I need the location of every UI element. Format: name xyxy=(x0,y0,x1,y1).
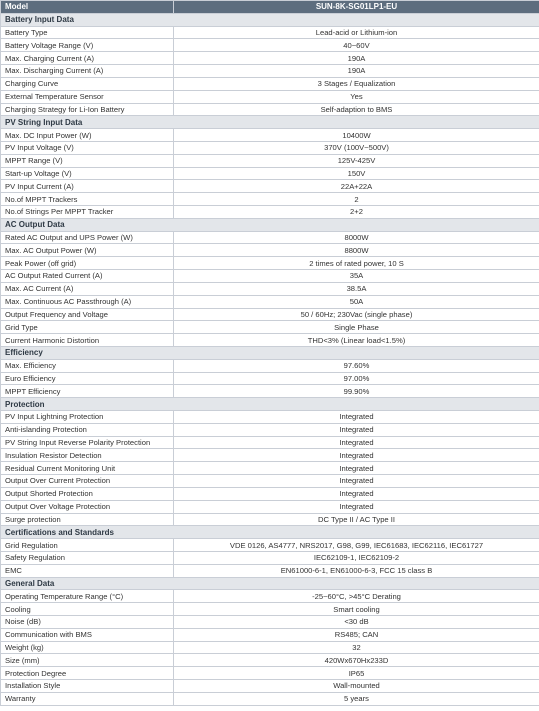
table-row xyxy=(1,692,539,705)
table-row xyxy=(1,321,539,334)
table-row xyxy=(1,141,539,154)
spec-label: Residual Current Monitoring Unit xyxy=(1,462,174,475)
table-row xyxy=(1,500,539,513)
table-row xyxy=(1,449,539,462)
spec-label: Insulation Resistor Detection xyxy=(1,449,174,462)
spec-value: 32 xyxy=(174,641,539,654)
spec-label: Weight (kg) xyxy=(1,641,174,654)
spec-value: 97.00% xyxy=(174,372,539,385)
table-row xyxy=(1,628,539,641)
table-row xyxy=(1,231,539,244)
table-row xyxy=(1,206,539,219)
section-title: AC Output Data xyxy=(1,218,539,231)
spec-value: Integrated xyxy=(174,462,539,475)
section-header xyxy=(1,346,539,359)
table-row xyxy=(1,654,539,667)
section-header xyxy=(1,398,539,411)
spec-value: Smart cooling xyxy=(174,603,539,616)
spec-value: -25~60°C, >45°C Derating xyxy=(174,590,539,603)
spec-label: Peak Power (off grid) xyxy=(1,257,174,270)
table-row xyxy=(1,65,539,78)
spec-label: PV Input Voltage (V) xyxy=(1,141,174,154)
spec-value: 2 times of rated power, 10 S xyxy=(174,257,539,270)
spec-value: 22A+22A xyxy=(174,180,539,193)
section-title: Certifications and Standards xyxy=(1,526,539,539)
spec-label: EMC xyxy=(1,564,174,577)
spec-label: Max. Continuous AC Passthrough (A) xyxy=(1,295,174,308)
table-row xyxy=(1,603,539,616)
section-header xyxy=(1,13,539,26)
spec-label: Max. Efficiency xyxy=(1,359,174,372)
table-row xyxy=(1,667,539,680)
table-row xyxy=(1,334,539,347)
spec-value: 5 years xyxy=(174,692,539,705)
table-row xyxy=(1,295,539,308)
table-row xyxy=(1,270,539,283)
spec-label: Noise (dB) xyxy=(1,616,174,629)
spec-label: Output Over Current Protection xyxy=(1,475,174,488)
spec-value: RS485; CAN xyxy=(174,628,539,641)
spec-label: Max. Discharging Current (A) xyxy=(1,65,174,78)
spec-value: 97.60% xyxy=(174,359,539,372)
table-row xyxy=(1,308,539,321)
table-row xyxy=(1,487,539,500)
section-header xyxy=(1,526,539,539)
spec-label: Operating Temperature Range (°C) xyxy=(1,590,174,603)
spec-label: Protection Degree xyxy=(1,667,174,680)
section-header xyxy=(1,116,539,129)
spec-label: Communication with BMS xyxy=(1,628,174,641)
spec-label: Charging Curve xyxy=(1,77,174,90)
table-row xyxy=(1,616,539,629)
table-row xyxy=(1,539,539,552)
spec-label: Output Shorted Protection xyxy=(1,487,174,500)
spec-value: IEC62109-1, IEC62109-2 xyxy=(174,551,539,564)
spec-value: 150V xyxy=(174,167,539,180)
spec-value: EN61000-6-1, EN61000-6-3, FCC 15 class B xyxy=(174,564,539,577)
spec-label: Warranty xyxy=(1,692,174,705)
table-row xyxy=(1,103,539,116)
spec-label: Euro Efficiency xyxy=(1,372,174,385)
spec-value: Integrated xyxy=(174,436,539,449)
spec-value: 10400W xyxy=(174,129,539,142)
spec-value: 190A xyxy=(174,52,539,65)
spec-label: MPPT Range (V) xyxy=(1,154,174,167)
table-header-row xyxy=(1,1,539,14)
table-row xyxy=(1,129,539,142)
spec-value: DC Type II / AC Type II xyxy=(174,513,539,526)
spec-value: 40~60V xyxy=(174,39,539,52)
table-row xyxy=(1,77,539,90)
spec-label: Output Over Voltage Protection xyxy=(1,500,174,513)
table-row xyxy=(1,641,539,654)
spec-label: Charging Strategy for Li-Ion Battery xyxy=(1,103,174,116)
spec-value: 190A xyxy=(174,65,539,78)
spec-value: Single Phase xyxy=(174,321,539,334)
spec-label: Max. DC Input Power (W) xyxy=(1,129,174,142)
spec-label: Cooling xyxy=(1,603,174,616)
spec-value: 99.90% xyxy=(174,385,539,398)
spec-label: PV Input Current (A) xyxy=(1,180,174,193)
spec-label: External Temperature Sensor xyxy=(1,90,174,103)
table-row xyxy=(1,39,539,52)
spec-label: Safety Regulation xyxy=(1,551,174,564)
table-row xyxy=(1,52,539,65)
table-row xyxy=(1,257,539,270)
spec-label: PV String Input Reverse Polarity Protection xyxy=(1,436,174,449)
spec-value: Integrated xyxy=(174,487,539,500)
model-value: SUN-8K-SG01LP1-EU xyxy=(174,1,539,14)
section-title: Battery Input Data xyxy=(1,13,539,26)
spec-label: AC Output Rated Current (A) xyxy=(1,270,174,283)
table-row xyxy=(1,423,539,436)
spec-value: Yes xyxy=(174,90,539,103)
spec-value: Wall-mounted xyxy=(174,680,539,693)
table-row xyxy=(1,244,539,257)
spec-label: Max. AC Current (A) xyxy=(1,282,174,295)
table-row xyxy=(1,193,539,206)
spec-value: VDE 0126, AS4777, NRS2017, G98, G99, IEC61683, IEC62116, IEC61727 xyxy=(174,539,539,552)
table-row xyxy=(1,26,539,39)
spec-label: Size (mm) xyxy=(1,654,174,667)
table-row xyxy=(1,167,539,180)
spec-value: Integrated xyxy=(174,411,539,424)
section-header xyxy=(1,577,539,590)
spec-value: 125V-425V xyxy=(174,154,539,167)
spec-value: 38.5A xyxy=(174,282,539,295)
spec-label: MPPT Efficiency xyxy=(1,385,174,398)
table-row xyxy=(1,359,539,372)
spec-label: Installation Style xyxy=(1,680,174,693)
spec-label: No.of Strings Per MPPT Tracker xyxy=(1,206,174,219)
spec-label: Rated AC Output and UPS Power (W) xyxy=(1,231,174,244)
table-row xyxy=(1,590,539,603)
spec-label: Max. AC Output Power (W) xyxy=(1,244,174,257)
table-row xyxy=(1,551,539,564)
table-row xyxy=(1,475,539,488)
table-row xyxy=(1,154,539,167)
section-header xyxy=(1,218,539,231)
spec-value: 420Wx670Hx233D xyxy=(174,654,539,667)
spec-value: <30 dB xyxy=(174,616,539,629)
spec-label: PV Input Lightning Protection xyxy=(1,411,174,424)
spec-value: 370V (100V~500V) xyxy=(174,141,539,154)
section-title: General Data xyxy=(1,577,539,590)
spec-value: 8000W xyxy=(174,231,539,244)
spec-value: Self-adaption to BMS xyxy=(174,103,539,116)
spec-value: 35A xyxy=(174,270,539,283)
spec-label: Anti-islanding Protection xyxy=(1,423,174,436)
spec-value: 2+2 xyxy=(174,206,539,219)
table-row xyxy=(1,282,539,295)
spec-value: 50A xyxy=(174,295,539,308)
spec-label: Battery Type xyxy=(1,26,174,39)
spec-label: Grid Type xyxy=(1,321,174,334)
spec-value: Integrated xyxy=(174,500,539,513)
spec-label: Surge protection xyxy=(1,513,174,526)
table-row xyxy=(1,436,539,449)
spec-label: Max. Charging Current (A) xyxy=(1,52,174,65)
spec-label: Battery Voltage Range (V) xyxy=(1,39,174,52)
spec-value: Lead-acid or Lithium-ion xyxy=(174,26,539,39)
spec-label: Output Frequency and Voltage xyxy=(1,308,174,321)
section-title: Protection xyxy=(1,398,539,411)
spec-label: Current Harmonic Distortion xyxy=(1,334,174,347)
table-row xyxy=(1,680,539,693)
section-title: PV String Input Data xyxy=(1,116,539,129)
spec-label: No.of MPPT Trackers xyxy=(1,193,174,206)
spec-value: IP65 xyxy=(174,667,539,680)
section-title: Efficiency xyxy=(1,346,539,359)
spec-label: Grid Regulation xyxy=(1,539,174,552)
spec-value: 2 xyxy=(174,193,539,206)
table-row xyxy=(1,372,539,385)
table-row xyxy=(1,180,539,193)
spec-value: 8800W xyxy=(174,244,539,257)
spec-value: THD<3% (Linear load<1.5%) xyxy=(174,334,539,347)
table-row xyxy=(1,513,539,526)
table-row xyxy=(1,90,539,103)
spec-label: Start-up Voltage (V) xyxy=(1,167,174,180)
spec-value: Integrated xyxy=(174,449,539,462)
spec-value: Integrated xyxy=(174,475,539,488)
table-row xyxy=(1,411,539,424)
spec-value: Integrated xyxy=(174,423,539,436)
spec-value: 3 Stages / Equalization xyxy=(174,77,539,90)
table-row xyxy=(1,462,539,475)
model-label: Model xyxy=(1,1,174,14)
spec-value: 50 / 60Hz; 230Vac (single phase) xyxy=(174,308,539,321)
table-row xyxy=(1,564,539,577)
table-row xyxy=(1,385,539,398)
